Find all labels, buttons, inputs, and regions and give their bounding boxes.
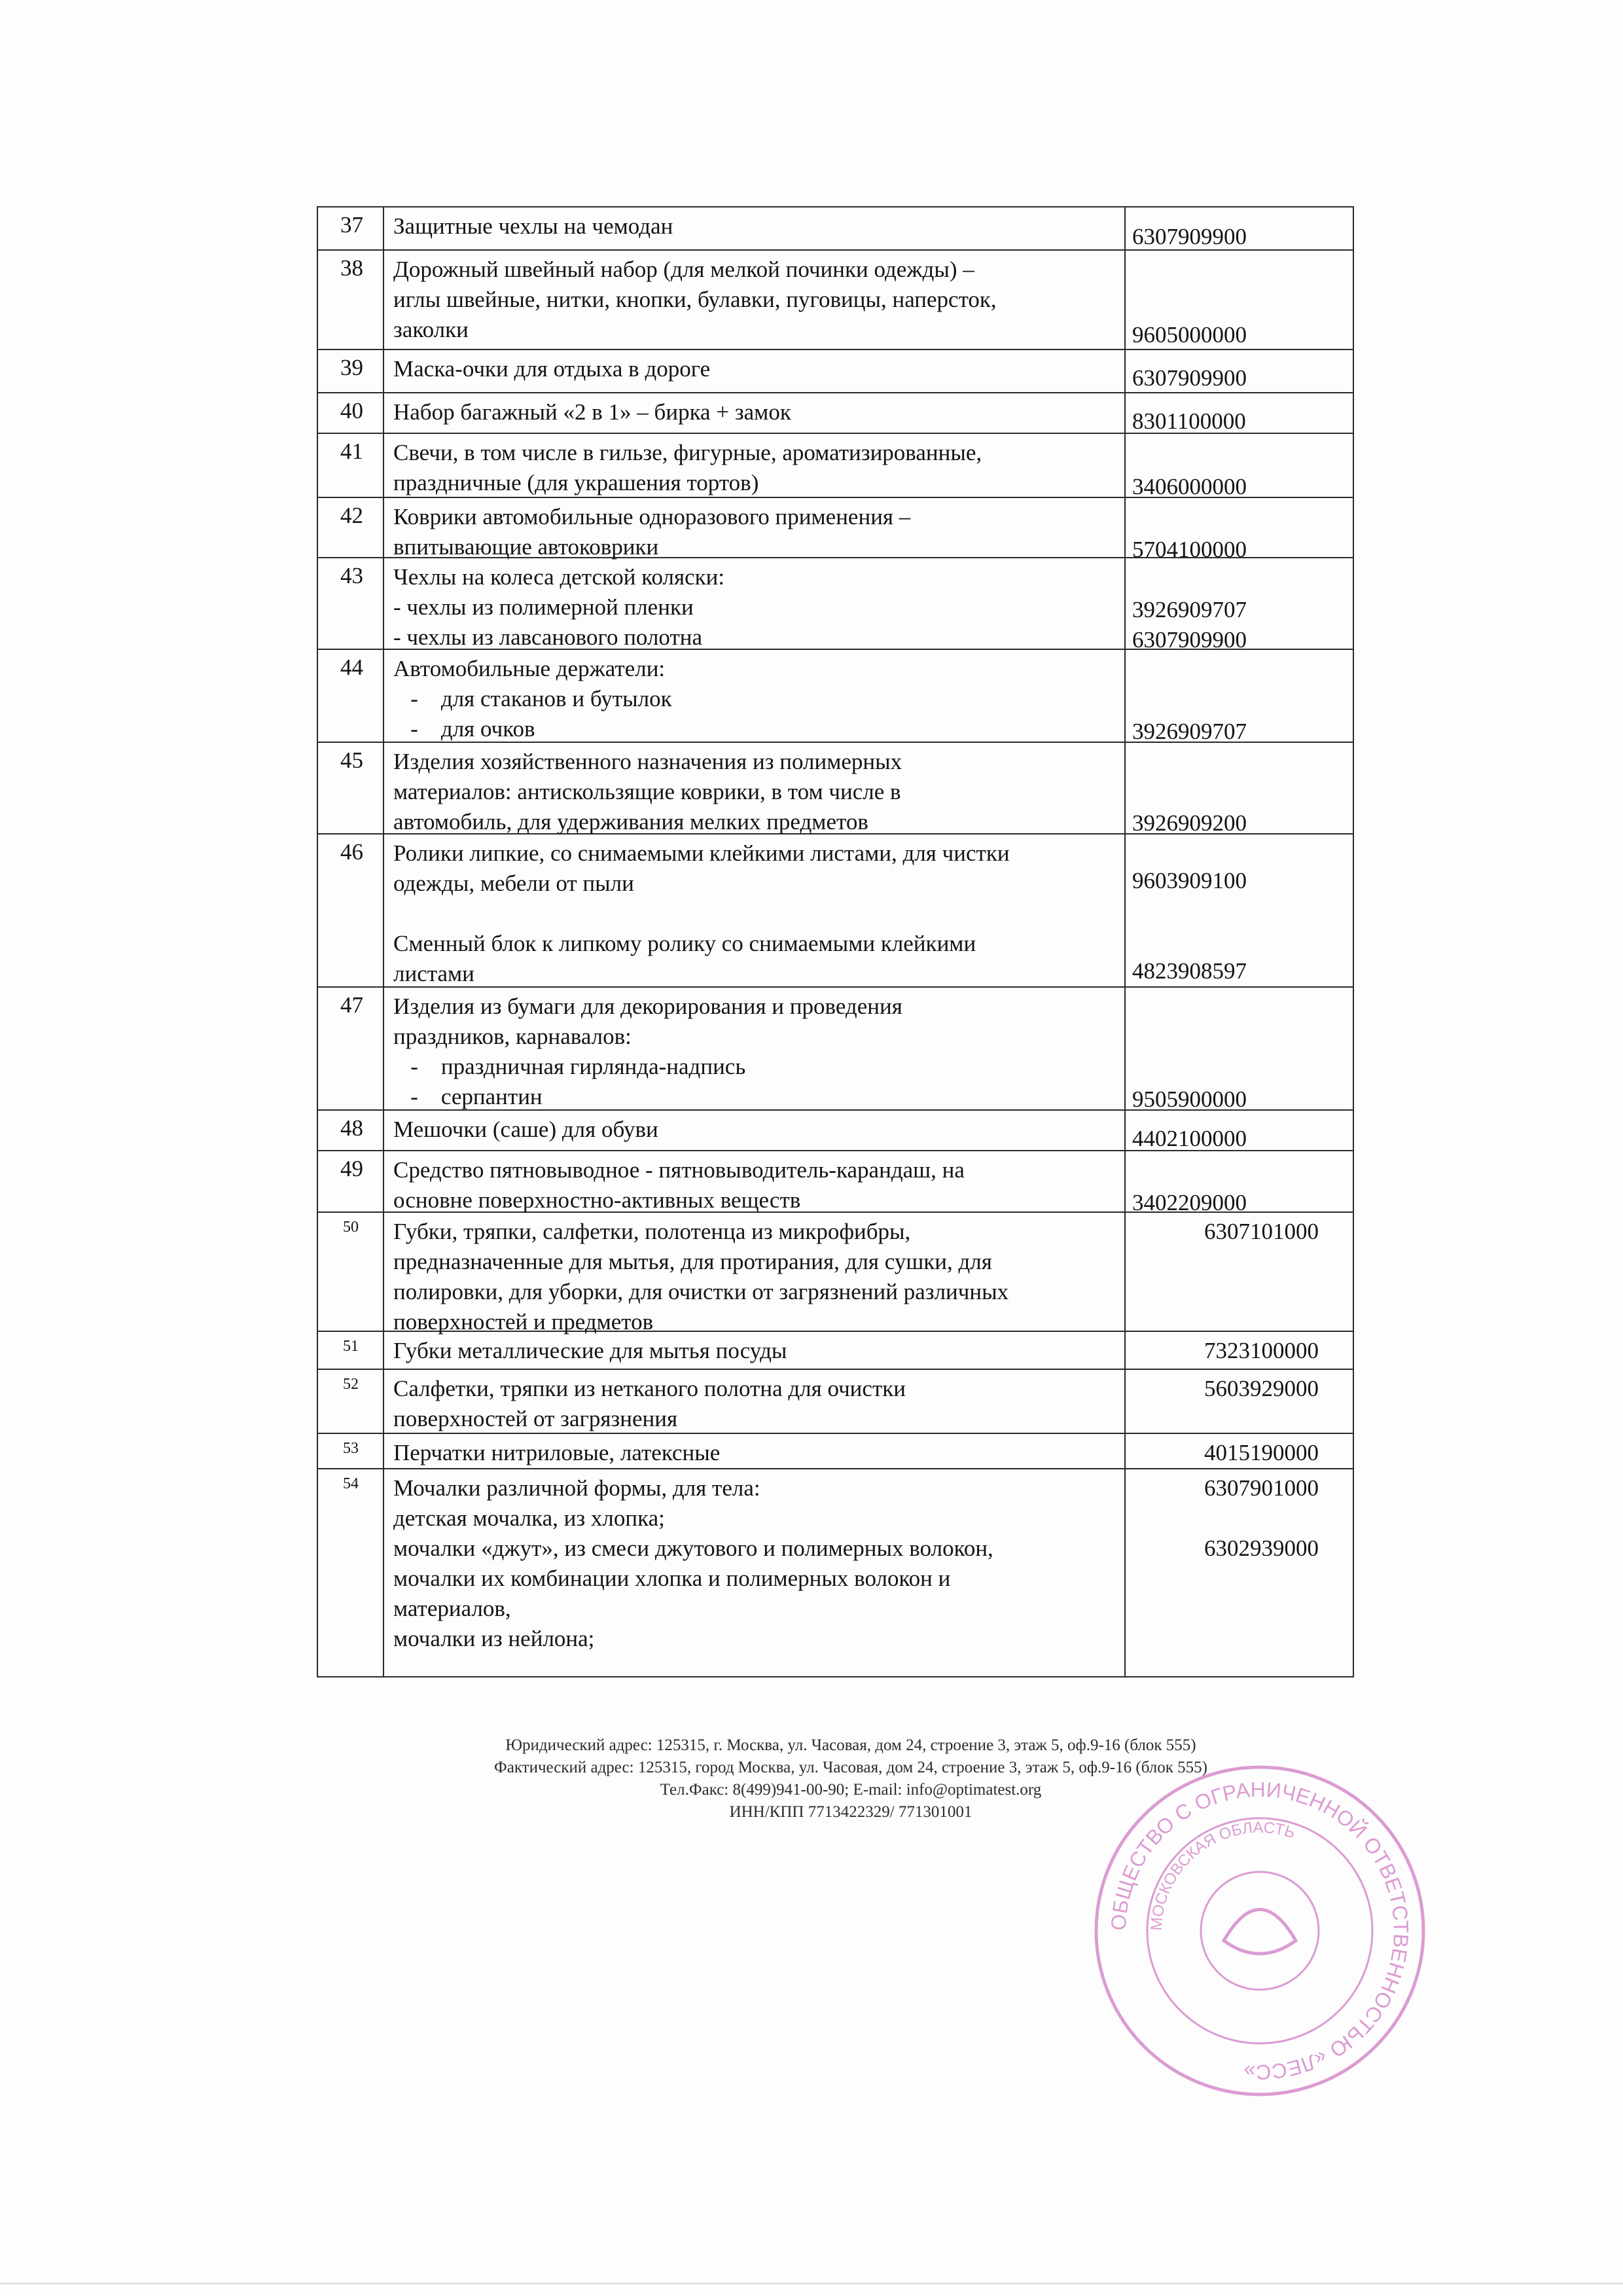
table-row xyxy=(318,1111,1353,1151)
tn-ved-code: 3926909707 6307909900 xyxy=(1132,597,1247,653)
tn-ved-code: 9603909100 4823908597 xyxy=(1132,868,1247,984)
row-number: 41 xyxy=(318,434,384,497)
table-row xyxy=(318,1469,1353,1677)
table-row xyxy=(318,650,1353,743)
tn-ved-code: 5704100000 xyxy=(1132,537,1247,562)
tn-ved-code: 4015190000 xyxy=(1204,1440,1319,1465)
item-description: Набор багажный «2 в 1» – бирка + замок xyxy=(384,393,1126,433)
row-number: 50 xyxy=(318,1213,384,1331)
company-stamp xyxy=(1090,1761,1430,2101)
tn-ved-code: 5603929000 xyxy=(1204,1376,1319,1401)
row-number: 51 xyxy=(318,1332,384,1369)
tn-ved-code: 9605000000 xyxy=(1132,322,1247,348)
row-number: 53 xyxy=(318,1434,384,1468)
stamp-inner-text: МОСКОВСКАЯ ОБЛАСТЬ xyxy=(1147,1818,1298,1931)
row-number: 44 xyxy=(318,650,384,742)
table-row xyxy=(318,1434,1353,1469)
contact-line: Тел.Факс: 8(499)941-00-90; E-mail: info@optimatest.org xyxy=(660,1781,1042,1799)
table-row xyxy=(318,1332,1353,1370)
row-number: 48 xyxy=(318,1111,384,1150)
row-number: 42 xyxy=(318,498,384,557)
item-description: Коврики автомобильные одноразового применения – впитывающие автоковрики xyxy=(384,498,1126,557)
item-description: Губки металлические для мытья посуды xyxy=(384,1332,1126,1369)
tn-ved-code: 3926909200 xyxy=(1132,810,1247,836)
item-description: Средство пятновыводное - пятновыводитель-карандаш, на основне поверхностно-активных веществ xyxy=(384,1151,1126,1211)
tn-ved-code: 4402100000 xyxy=(1132,1126,1247,1151)
item-description: Салфетки, тряпки из нетканого полотна для очистки поверхностей от загрязнения xyxy=(384,1370,1126,1433)
item-description: Губки, тряпки, салфетки, полотенца из микрофибры, предназначенные для мытья, для протирания, для сушки, для полировки, для уборки, для очистки от загрязнений различных поверхностей и предметов xyxy=(384,1213,1126,1331)
stamp-outer-text: ОБЩЕСТВО С ОГРАНИЧЕННОЙ ОТВЕТСТВЕННОСТЬЮ «ЛЕСС» xyxy=(1106,1777,1414,2085)
table-row xyxy=(318,251,1353,350)
item-description: Дорожный швейный набор (для мелкой починки одежды) – иглы швейные, нитки, кнопки, булавки, пуговицы, наперсток, заколки xyxy=(384,251,1126,349)
legal-address: Юридический адрес: 125315, г. Москва, ул. Часовая, дом 24, строение 3, этаж 5, оф.9-16 (блок 555) xyxy=(505,1736,1196,1754)
row-number: 39 xyxy=(318,350,384,392)
table-row xyxy=(318,393,1353,434)
row-number: 49 xyxy=(318,1151,384,1211)
item-description: Мочалки различной формы, для тела: детская мочалка, из хлопка; мочалки «джут», из смеси джутового и полимерных волокон, мочалки их комбинации хлопка и полимерных волокон и материалов, мочалки из нейлона; xyxy=(384,1469,1126,1676)
tn-ved-code: 7323100000 xyxy=(1204,1338,1319,1363)
table-row xyxy=(318,1370,1353,1434)
item-description: Чехлы на колеса детской коляски: - чехлы из полимерной пленки - чехлы из лавсанового полотна xyxy=(384,558,1126,649)
actual-address: Фактический адрес: 125315, город Москва, ул. Часовая, дом 24, строение 3, этаж 5, оф.9-16 (блок 555) xyxy=(493,1759,1207,1776)
tn-ved-code: 6307101000 xyxy=(1204,1219,1319,1244)
goods-table xyxy=(317,206,1354,1677)
tn-ved-code: 6307909900 xyxy=(1132,365,1247,391)
scan-edge-line xyxy=(0,2283,1623,2284)
item-description: Автомобильные держатели: - для стаканов и бутылок - для очков xyxy=(384,650,1126,742)
item-description: Защитные чехлы на чемодан xyxy=(384,207,1126,249)
tn-ved-code: 3406000000 xyxy=(1132,474,1247,499)
row-number: 40 xyxy=(318,393,384,433)
item-description: Перчатки нитриловые, латексные xyxy=(384,1434,1126,1468)
tn-ved-code: 6307909900 xyxy=(1132,224,1247,249)
tn-ved-code: 3402209000 xyxy=(1132,1190,1247,1215)
table-row xyxy=(318,350,1353,393)
item-description: Свечи, в том числе в гильзе, фигурные, ароматизированные, праздничные (для украшения тортов) xyxy=(384,434,1126,497)
tn-ved-code: 6307901000 6302939000 xyxy=(1204,1475,1319,1561)
row-number: 47 xyxy=(318,988,384,1109)
table-row xyxy=(318,207,1353,251)
row-number: 43 xyxy=(318,558,384,649)
table-row xyxy=(318,1213,1353,1335)
tn-ved-code: 9505900000 xyxy=(1132,1086,1247,1112)
table-row xyxy=(318,434,1353,498)
row-number: 45 xyxy=(318,743,384,833)
row-number: 46 xyxy=(318,834,384,986)
tn-ved-code: 3926909707 xyxy=(1132,719,1247,744)
item-description: Изделия из бумаги для декорирования и проведения праздников, карнавалов: - праздничная гирлянда-надпись - серпантин xyxy=(384,988,1126,1109)
tax-ids: ИНН/КПП 7713422329/ 771301001 xyxy=(729,1803,972,1821)
row-number: 37 xyxy=(318,207,384,249)
item-description: Ролики липкие, со снимаемыми клейкими листами, для чистки одежды, мебели от пыли Сменный блок к липкому ролику со снимаемыми клейкими листами xyxy=(384,834,1126,986)
tn-ved-code: 8301100000 xyxy=(1132,408,1246,434)
row-number: 38 xyxy=(318,251,384,349)
table-row xyxy=(318,1151,1353,1213)
table-row xyxy=(318,558,1353,653)
table-row xyxy=(318,498,1353,562)
item-description: Маска-очки для отдыха в дороге xyxy=(384,350,1126,392)
table-row xyxy=(318,988,1353,1111)
table-row xyxy=(318,743,1353,834)
item-description: Мешочки (саше) для обуви xyxy=(384,1111,1126,1150)
table-row xyxy=(318,834,1353,988)
item-description: Изделия хозяйственного назначения из полимерных материалов: антискользящие коврики, в том числе в автомобиль, для удерживания мелких предметов xyxy=(384,743,1126,833)
row-number: 54 xyxy=(318,1469,384,1676)
row-number: 52 xyxy=(318,1370,384,1433)
